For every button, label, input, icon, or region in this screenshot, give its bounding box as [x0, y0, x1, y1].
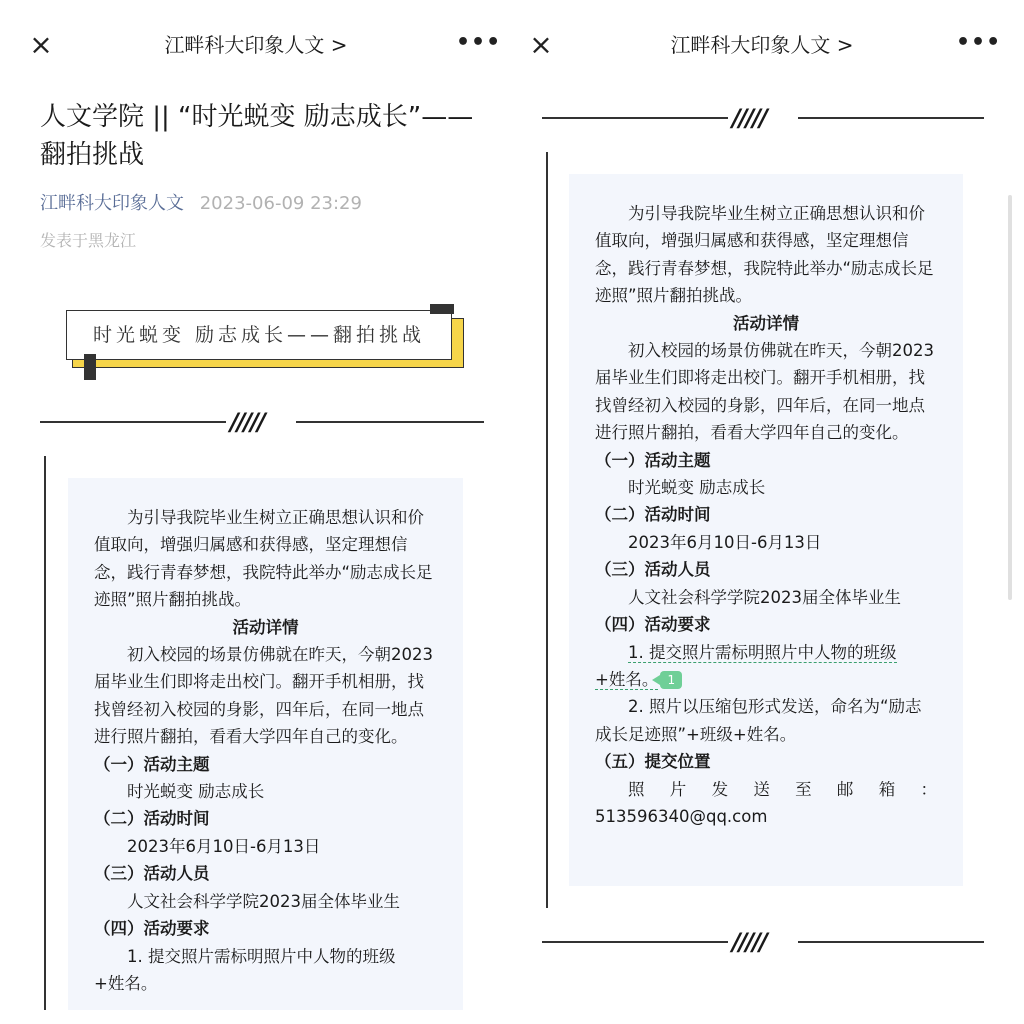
card-left-rule: [546, 152, 548, 908]
section-theme-heading: （一）活动主题: [595, 450, 711, 470]
right-article-view: [512, 0, 1012, 1010]
section-people-heading: （三）活动人员: [94, 864, 210, 884]
more-icon[interactable]: •••: [456, 30, 502, 55]
left-article-view: [0, 0, 512, 1010]
requirement-1-text: 1. 提交照片需标明照片中人物的班级: [127, 946, 396, 966]
details-heading: 活动详情: [733, 313, 799, 333]
section-theme-text: 时光蜕变 励志成长: [127, 782, 265, 802]
section-location-heading: （五）提交位置: [595, 752, 711, 772]
details-paragraph: 初入校园的场景仿佛就在昨天，今朝2023届毕业生们即将走出校门。翻开手机相册，找找曾经初入校园的身影，四年后，在同一地点进行照片翻拍，看看大学四年自己的变化。: [595, 341, 934, 443]
section-theme-heading: （一）活动主题: [94, 754, 210, 774]
section-time-heading: （二）活动时间: [94, 809, 210, 829]
scrollbar[interactable]: [1008, 195, 1012, 600]
requirement-1-continued: +姓名。: [94, 973, 158, 993]
publish-location: 发表于黑龙江: [40, 231, 137, 250]
section-people-text: 人文社会科学学院2023届全体毕业生: [628, 587, 901, 607]
account-title-link[interactable]: 江畔科大印象人文 >: [164, 33, 348, 57]
banner-decoration: [430, 304, 454, 314]
comment-badge-icon[interactable]: 1: [660, 671, 682, 689]
details-heading: 活动详情: [232, 617, 299, 637]
activity-card: [569, 174, 963, 886]
close-icon[interactable]: ×: [529, 28, 553, 61]
intro-paragraph: 为引导我院毕业生树立正确思想认识和价值取向，增强归属感和获得感，坚定理想信念，践行青春梦想，我院特此举办“励志成长足迹照”照片翻拍挑战。: [595, 204, 934, 306]
section-divider: /////: [542, 930, 984, 954]
annotated-text[interactable]: +姓名。: [595, 669, 659, 689]
requirement-2-text: 2. 照片以压缩包形式发送，命名为“励志成长足迹照”+班级+姓名。: [595, 697, 922, 744]
section-theme-text: 时光蜕变 励志成长: [628, 478, 766, 498]
publish-date: 2023-06-09 23:29: [199, 193, 362, 214]
details-paragraph: 初入校园的场景仿佛就在昨天，今朝2023届毕业生们即将走出校门。翻开手机相册，找找曾经初入校园的身影，四年后，在同一地点进行照片翻拍，看看大学四年自己的变化。: [94, 645, 433, 747]
activity-card: [68, 478, 463, 1010]
top-bar: [512, 0, 1012, 90]
close-icon[interactable]: ×: [29, 28, 53, 61]
section-time-heading: （二）活动时间: [595, 505, 711, 525]
section-location-text: 照 片 发 送 至 邮 箱 ：: [628, 779, 937, 799]
banner-text: 时光蜕变 励志成长——翻拍挑战: [66, 310, 452, 360]
section-requirements-heading: （四）活动要求: [595, 615, 711, 635]
top-bar: [0, 0, 512, 90]
account-title-link[interactable]: 江畔科大印象人文 >: [670, 33, 854, 57]
section-divider: /////: [40, 410, 484, 434]
title-banner: [66, 310, 458, 368]
more-icon[interactable]: •••: [956, 30, 1002, 55]
annotated-text[interactable]: 1. 提交照片需标明照片中人物的班级: [628, 642, 897, 662]
article-meta: [40, 190, 362, 218]
section-requirements-heading: （四）活动要求: [94, 919, 210, 939]
requirement-1-line[interactable]: [595, 639, 937, 666]
intro-paragraph: 为引导我院毕业生树立正确思想认识和价值取向，增强归属感和获得感，坚定理想信念，践行青春梦想，我院特此举办“励志成长足迹照”照片翻拍挑战。: [94, 508, 433, 610]
section-divider: /////: [542, 106, 984, 130]
article-title: 人文学院 || “时光蜕变 励志成长”——翻拍挑战: [40, 102, 474, 170]
requirement-1-line-2[interactable]: [595, 666, 937, 693]
section-people-heading: （三）活动人员: [595, 560, 711, 580]
card-left-rule: [44, 456, 46, 1010]
section-people-text: 人文社会科学学院2023届全体毕业生: [127, 891, 400, 911]
author-link[interactable]: 江畔科大印象人文: [40, 193, 184, 214]
section-time-text: 2023年6月10日-6月13日: [628, 532, 822, 552]
banner-decoration: [84, 354, 96, 380]
submission-email[interactable]: 513596340@qq.com: [595, 806, 768, 826]
section-time-text: 2023年6月10日-6月13日: [127, 836, 321, 856]
